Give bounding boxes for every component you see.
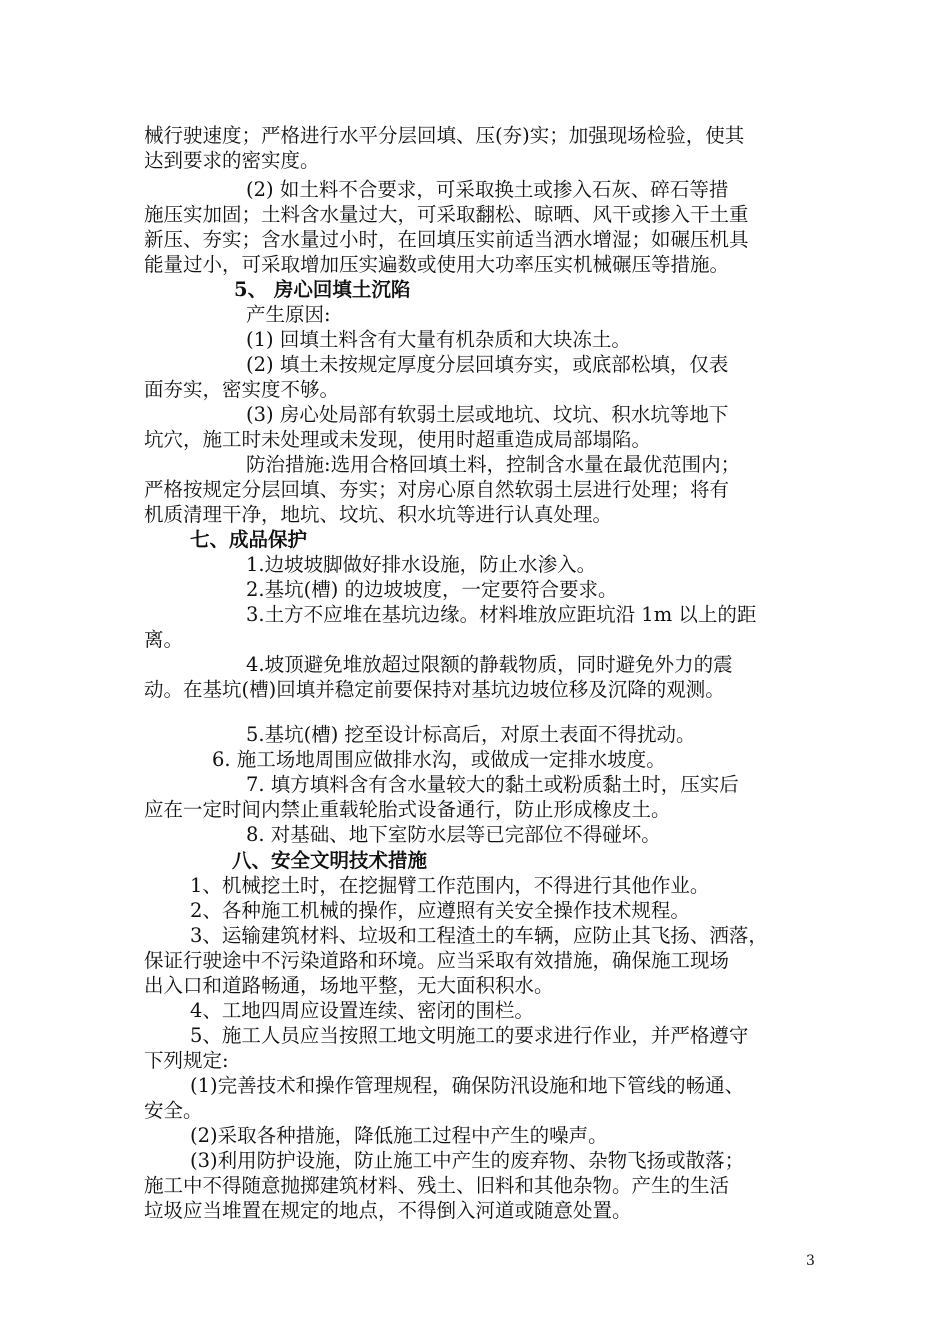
text-line: 8. 对基础、地下室防水层等已完部位不得碰坏。 (246, 823, 661, 846)
text-line: 离。 (144, 628, 184, 651)
text-line: 动。在基坑(槽)回填并稳定前要保持对基坑边坡位移及沉降的观测。 (144, 678, 725, 701)
text-line: (1) 回填土料含有大量有机杂质和大块冻土。 (246, 328, 631, 351)
text-line: 5、施工人员应当按照工地文明施工的要求进行作业，并严格遵守 (190, 1024, 749, 1047)
text-line: 1、机械挖土时，在挖掘臂工作范围内，不得进行其他作业。 (190, 874, 710, 897)
text-line: 产生原因: (246, 303, 331, 326)
page-number: 3 (806, 1253, 815, 1269)
text-line: 3、运输建筑材料、垃圾和工程渣土的车辆，应防止其飞扬、洒落， (190, 924, 768, 947)
text-line: (3)利用防护设施，防止施工中产生的废弃物、杂物飞扬或散落； (190, 1149, 745, 1172)
text-line: 械行驶速度；严格进行水平分层回填、压(夯)实；加强现场检验，使其 (144, 124, 745, 147)
text-line: 6. 施工场地周围应做排水沟，或做成一定排水坡度。 (212, 748, 666, 771)
text-line: (1)完善技术和操作管理规程，确保防汛设施和地下管线的畅通、 (190, 1074, 745, 1097)
text-line: 机质清理干净，地坑、坟坑、积水坑等进行认真处理。 (144, 503, 613, 526)
text-line: (2) 填土未按规定厚度分层回填夯实，或底部松填，仅表 (246, 353, 729, 376)
text-line: 施工中不得随意抛掷建筑材料、残土、旧料和其他杂物。产生的生活 (144, 1174, 730, 1197)
text-line: 保证行驶途中不污染道路和环境。应当采取有效措施，确保施工现场 (144, 949, 730, 972)
text-line: 安全。 (144, 1099, 203, 1122)
text-line: 严格按规定分层回填、夯实；对房心原自然软弱土层进行处理；将有 (144, 478, 730, 501)
section-heading: 八、安全文明技术措施 (232, 849, 428, 872)
text-line: 新压、夯实；含水量过小时，在回填压实前适当洒水增湿；如碾压机具 (144, 228, 749, 251)
text-line: 1.边坡坡脚做好排水设施，防止水渗入。 (246, 553, 597, 576)
text-line: 5.基坑(槽) 挖至设计标高后，对原土表面不得扰动。 (246, 723, 696, 746)
section-heading: 5、 房心回填土沉陷 (234, 278, 411, 301)
text-line: (3) 房心处局部有软弱土层或地坑、坟坑、积水坑等地下 (246, 403, 729, 426)
text-line: 出入口和道路畅通，场地平整，无大面积积水。 (144, 974, 554, 997)
text-line: 垃圾应当堆置在规定的地点，不得倒入河道或随意处置。 (144, 1199, 632, 1222)
text-line: 能量过小，可采取增加压实遍数或使用大功率压实机械碾压等措施。 (144, 253, 730, 276)
text-line: 2.基坑(槽) 的边坡坡度，一定要符合要求。 (246, 578, 618, 601)
text-line: (2) 如土料不合要求，可采取换土或掺入石灰、碎石等措 (246, 178, 729, 201)
text-line: 坑穴，施工时未处理或未发现，使用时超重造成局部塌陷。 (144, 428, 652, 451)
text-line: 施压实加固；土料含水量过大，可采取翻松、晾晒、风干或掺入干土重 (144, 203, 749, 226)
text-line: 3.土方不应堆在基坑边缘。材料堆放应距坑沿 1m 以上的距 (246, 603, 757, 626)
text-line: (2)采取各种措施，降低施工过程中产生的噪声。 (190, 1124, 608, 1147)
text-line: 防治措施:选用合格回填土料，控制含水量在最优范围内； (246, 453, 741, 476)
text-line: 达到要求的密实度。 (144, 149, 320, 172)
text-line: 下列规定: (144, 1049, 229, 1072)
text-line: 7. 填方填料含有含水量较大的黏土或粉质黏土时，压实后 (246, 773, 739, 796)
section-heading: 七、成品保护 (190, 528, 308, 551)
text-line: 2、各种施工机械的操作，应遵照有关安全操作技术规程。 (190, 899, 690, 922)
text-line: 面夯实，密实度不够。 (144, 378, 340, 401)
text-line: 4.坡顶避免堆放超过限额的静载物质，同时避免外力的震 (246, 653, 733, 676)
text-line: 应在一定时间内禁止重载轮胎式设备通行，防止形成橡皮土。 (144, 798, 671, 821)
text-line: 4、工地四周应设置连续、密闭的围栏。 (190, 999, 534, 1022)
